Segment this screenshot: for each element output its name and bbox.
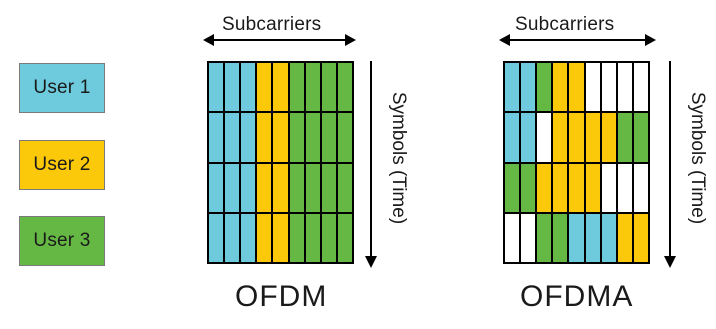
ofdm-cell-r4-c9 bbox=[337, 213, 353, 263]
ofdm-cell-r4-c3 bbox=[240, 213, 256, 263]
ofdma-symbols-label: Symbols (Time) bbox=[687, 91, 708, 225]
ofdma-cell-r2-c8 bbox=[617, 112, 633, 162]
ofdm-cell-r1-c4 bbox=[256, 62, 272, 112]
ofdm-cell-r2-c5 bbox=[272, 112, 288, 162]
ofdma-cell-r1-c1 bbox=[504, 62, 520, 112]
ofdm-cell-r1-c7 bbox=[305, 62, 321, 112]
ofdma-caption: OFDMA bbox=[520, 280, 634, 313]
legend-user-1-label: User 1 bbox=[33, 77, 91, 98]
ofdm-resource-grid bbox=[207, 61, 354, 264]
ofdma-cell-r1-c5 bbox=[568, 62, 584, 112]
ofdm-cell-r2-c4 bbox=[256, 112, 272, 162]
ofdma-cell-r3-c4 bbox=[552, 163, 568, 213]
ofdm-cell-r3-c9 bbox=[337, 163, 353, 213]
ofdma-cell-r3-c8 bbox=[617, 163, 633, 213]
ofdma-subcarriers-label: Subcarriers bbox=[515, 14, 615, 35]
ofdm-caption: OFDM bbox=[235, 280, 328, 313]
ofdm-cell-r4-c5 bbox=[272, 213, 288, 263]
ofdma-cell-r4-c4 bbox=[552, 213, 568, 263]
ofdma-subcarriers-arrow bbox=[499, 30, 656, 50]
ofdm-cell-r1-c8 bbox=[321, 62, 337, 112]
ofdma-cell-r4-c9 bbox=[633, 213, 649, 263]
ofdma-cell-r4-c7 bbox=[601, 213, 617, 263]
ofdma-cell-r4-c2 bbox=[520, 213, 536, 263]
ofdm-cell-r2-c9 bbox=[337, 112, 353, 162]
ofdma-cell-r1-c8 bbox=[617, 62, 633, 112]
ofdma-cell-r3-c1 bbox=[504, 163, 520, 213]
legend-user-2 bbox=[19, 140, 105, 190]
ofdma-cell-r1-c2 bbox=[520, 62, 536, 112]
ofdma-cell-r1-c9 bbox=[633, 62, 649, 112]
ofdm-cell-r4-c1 bbox=[208, 213, 224, 263]
ofdm-cell-r4-c8 bbox=[321, 213, 337, 263]
ofdm-cell-r2-c3 bbox=[240, 112, 256, 162]
ofdm-cell-r2-c2 bbox=[224, 112, 240, 162]
ofdm-cell-r3-c5 bbox=[272, 163, 288, 213]
ofdm-cell-r3-c2 bbox=[224, 163, 240, 213]
legend-user-3 bbox=[19, 216, 105, 266]
ofdma-cell-r1-c3 bbox=[536, 62, 552, 112]
ofdm-cell-r2-c8 bbox=[321, 112, 337, 162]
ofdm-cell-r1-c5 bbox=[272, 62, 288, 112]
ofdm-cell-r1-c6 bbox=[289, 62, 305, 112]
ofdma-cell-r2-c7 bbox=[601, 112, 617, 162]
ofdma-cell-r3-c5 bbox=[568, 163, 584, 213]
ofdm-cell-r2-c1 bbox=[208, 112, 224, 162]
ofdma-cell-r4-c5 bbox=[568, 213, 584, 263]
ofdma-cell-r3-c3 bbox=[536, 163, 552, 213]
legend-user-1 bbox=[19, 63, 105, 113]
ofdma-cell-r3-c6 bbox=[585, 163, 601, 213]
ofdma-cell-r2-c9 bbox=[633, 112, 649, 162]
ofdm-cell-r2-c6 bbox=[289, 112, 305, 162]
ofdm-cell-r1-c3 bbox=[240, 62, 256, 112]
ofdm-cell-r1-c2 bbox=[224, 62, 240, 112]
ofdma-cell-r1-c4 bbox=[552, 62, 568, 112]
ofdma-cell-r2-c3 bbox=[536, 112, 552, 162]
ofdma-cell-r2-c4 bbox=[552, 112, 568, 162]
ofdm-cell-r3-c8 bbox=[321, 163, 337, 213]
ofdm-subcarriers-label: Subcarriers bbox=[222, 14, 322, 35]
ofdma-cell-r4-c3 bbox=[536, 213, 552, 263]
ofdm-cell-r4-c6 bbox=[289, 213, 305, 263]
ofdma-cell-r3-c2 bbox=[520, 163, 536, 213]
legend-user-2-label: User 2 bbox=[33, 154, 91, 175]
ofdma-cell-r2-c1 bbox=[504, 112, 520, 162]
ofdm-subcarriers-arrow bbox=[203, 30, 356, 50]
ofdm-cell-r1-c9 bbox=[337, 62, 353, 112]
ofdma-cell-r2-c5 bbox=[568, 112, 584, 162]
ofdm-cell-r3-c6 bbox=[289, 163, 305, 213]
ofdma-cell-r2-c2 bbox=[520, 112, 536, 162]
ofdma-symbols-arrow bbox=[661, 61, 679, 268]
ofdma-cell-r1-c7 bbox=[601, 62, 617, 112]
ofdm-cell-r1-c1 bbox=[208, 62, 224, 112]
ofdma-cell-r2-c6 bbox=[585, 112, 601, 162]
ofdma-cell-r4-c8 bbox=[617, 213, 633, 263]
ofdma-cell-r3-c7 bbox=[601, 163, 617, 213]
ofdma-resource-grid bbox=[503, 61, 650, 264]
ofdm-cell-r4-c4 bbox=[256, 213, 272, 263]
ofdm-cell-r3-c3 bbox=[240, 163, 256, 213]
ofdm-cell-r3-c1 bbox=[208, 163, 224, 213]
ofdma-cell-r1-c6 bbox=[585, 62, 601, 112]
ofdm-cell-r2-c7 bbox=[305, 112, 321, 162]
ofdm-cell-r3-c4 bbox=[256, 163, 272, 213]
ofdm-cell-r4-c2 bbox=[224, 213, 240, 263]
legend-user-3-label: User 3 bbox=[33, 230, 91, 251]
ofdma-cell-r4-c1 bbox=[504, 213, 520, 263]
ofdma-cell-r4-c6 bbox=[585, 213, 601, 263]
ofdm-symbols-arrow bbox=[362, 61, 380, 268]
ofdm-symbols-label: Symbols (Time) bbox=[388, 91, 409, 225]
ofdm-cell-r3-c7 bbox=[305, 163, 321, 213]
ofdm-cell-r4-c7 bbox=[305, 213, 321, 263]
ofdma-cell-r3-c9 bbox=[633, 163, 649, 213]
